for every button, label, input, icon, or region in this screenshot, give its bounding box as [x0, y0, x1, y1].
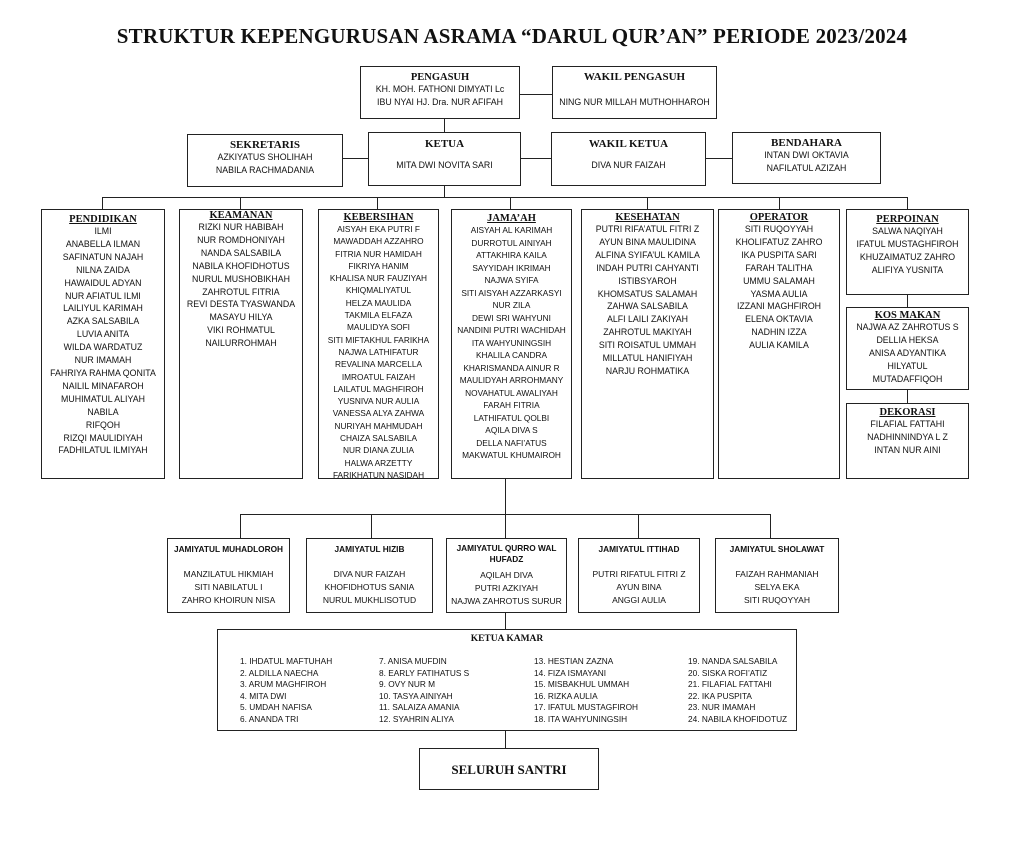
division-kesehatan — [581, 209, 714, 479]
division-label: KEBERSIHAN — [343, 212, 414, 223]
dekorasi-name: FILAFIAL FATTAHI — [870, 419, 945, 429]
kos-makan-name: ANISA ADYANTIKA — [868, 347, 947, 358]
ketua-kamar-item: 9. OVY NUR M — [379, 679, 436, 690]
division-member-name: NAILIL MINAFAROH — [62, 380, 144, 391]
kos-makan-name: DELLIA HEKSA — [876, 334, 939, 345]
division-member-name: HELZA MAULIDA — [345, 297, 412, 308]
ketua-kamar-box — [217, 629, 797, 731]
jamiyatul-name: FAIZAH RAHMANIAH — [735, 569, 819, 579]
dekorasi-name: NADHINNINDYA L Z — [867, 431, 948, 442]
jamiyatul-name: PUTRI RIFATUL FITRI Z — [592, 569, 686, 579]
division-member-name: IZZANI MAGHFIROH — [736, 301, 822, 312]
dekorasi-box — [846, 403, 969, 479]
division-kebersihan — [318, 209, 439, 479]
division-member-name: DURROTUL AINIYAH — [471, 237, 552, 248]
ketua-label: KETUA — [424, 138, 465, 150]
ketua-kamar-item: 4. MITA DWI — [240, 690, 287, 701]
division-member-name: ALFI LAILI ZAKIYAH — [607, 314, 688, 325]
ketua-kamar-item: 3. ARUM MAGHFIROH — [240, 679, 327, 690]
wakil-pengasuh-box — [552, 66, 717, 119]
division-member-name: FITRIA NUR HAMIDAH — [335, 248, 422, 259]
bendahara-name: INTAN DWI OKTAVIA — [764, 150, 849, 160]
division-member-name: MAULIDYA SOFI — [346, 322, 410, 333]
sekretaris-label: SEKRETARIS — [229, 139, 301, 151]
division-member-name: ZAHROTUL MAKIYAH — [603, 327, 692, 338]
kos-makan-box — [846, 307, 969, 390]
seluruh-santri-label: SELURUH SANTRI — [451, 762, 567, 777]
division-member-name: NUR ROMDHONIYAH — [197, 234, 285, 245]
sekretaris-box — [187, 134, 343, 187]
division-member-name: NABILA — [87, 406, 119, 417]
ketua-kamar-column — [240, 656, 332, 726]
ketua-kamar-item: 8. EARLY FATIHATUS S — [379, 667, 470, 678]
division-member-name: FADHILATUL ILMIYAH — [58, 445, 148, 456]
jamiyatul-name: SITI RUQOYYAH — [744, 595, 810, 605]
division-member-name: CHAIZA SALSABILA — [339, 433, 417, 444]
bendahara-name: NAFILATUL AZIZAH — [766, 162, 847, 173]
division-member-name: ELENA OKTAVIA — [745, 314, 813, 325]
kos-makan-name: HILYATUL — [887, 360, 928, 371]
division-member-name: KHALILA CANDRA — [475, 350, 547, 360]
ketua-kamar-column — [534, 656, 638, 726]
connector-pengasuh-wakil — [519, 94, 552, 95]
pengasuh-name: KH. MOH. FATHONI DIMYATI Lc — [375, 84, 505, 94]
division-member-name: ISTIBSYAROH — [618, 275, 677, 286]
ketua-kamar-item: 14. FIZA ISMAYANI — [534, 667, 607, 678]
division-member-name: FARAH FITRIA — [483, 400, 540, 410]
connector-div-operator — [779, 197, 780, 209]
perpoinan-box — [846, 209, 969, 295]
connector-divisions-bar — [102, 197, 908, 198]
connector-wakil-bendahara — [706, 158, 732, 159]
jamiyatul-label: JAMIYATUL SHOLAWAT — [729, 544, 825, 554]
jamiyatul-name: AQILAH DIVA — [480, 570, 533, 580]
division-member-name: FIKRIYA HANIM — [348, 260, 409, 271]
division-member-name: MASAYU HILYA — [209, 312, 273, 323]
division-member-name: SITI AISYAH AZZARKASYI — [461, 287, 562, 298]
jamiyatul-name: KHOFIDHOTUS SANIA — [324, 582, 415, 592]
kos-makan-name: NAJWA AZ ZAHROTUS S — [856, 322, 959, 332]
connector-jam-kamar — [505, 613, 506, 629]
connector-jam-3 — [505, 514, 506, 538]
jamiyatul-name: MANZILATUL HIKMIAH — [183, 569, 274, 579]
connector-perpoinan-kos — [907, 295, 908, 307]
division-member-name: NILNA ZAIDA — [76, 264, 130, 275]
division-member-name: MAWADDAH AZZAHRO — [333, 236, 424, 247]
division-member-name: NABILA KHOFIDHOTUS — [192, 260, 290, 271]
ketua-kamar-item: 11. SALAIZA AMANIA — [379, 702, 460, 713]
ketua-kamar-item: 16. RIZKA AULIA — [534, 690, 598, 701]
ketua-name: MITA DWI NOVITA SARI — [396, 160, 493, 170]
division-member-name: MUHIMATUL ALIYAH — [61, 393, 145, 404]
division-member-name: NAILURROHMAH — [205, 338, 277, 349]
pengasuh-box — [360, 66, 520, 119]
division-jamaah — [451, 209, 572, 479]
division-member-name: MAKWATUL KHUMAIROH — [462, 450, 561, 460]
connector-div-kesehatan — [647, 197, 648, 209]
division-member-name: FARAH TALITHA — [745, 262, 813, 273]
division-member-name: NAJWA SYIFA — [484, 275, 539, 285]
connector-div-perpoinan — [907, 197, 908, 209]
division-member-name: NURUL MUSHOBIKHAH — [192, 273, 290, 284]
ketua-kamar-column — [688, 656, 787, 726]
wakil-pengasuh-label: WAKIL PENGASUH — [583, 71, 686, 83]
ketua-box — [368, 132, 521, 186]
division-member-name: RIZQI MAULIDIYAH — [63, 432, 143, 443]
perpoinan-name: SALWA NAQIYAH — [872, 226, 943, 236]
jamiyatul-name: ANGGI AULIA — [612, 595, 666, 605]
division-member-name: ANABELLA ILMAN — [65, 238, 141, 249]
division-member-name: HAWAIDUL ADYAN — [64, 277, 142, 288]
division-member-name: ILMI — [94, 226, 112, 236]
division-member-name: NAJWA LATHIFATUR — [338, 346, 419, 357]
division-label: KESEHATAN — [615, 212, 680, 223]
jamiyatul-name: SELYA EKA — [754, 582, 800, 592]
division-member-name: NURIYAH MAHMUDAH — [334, 420, 423, 431]
jamiyatul-label: JAMIYATUL ITTIHAD — [598, 544, 680, 554]
perpoinan-name: ALIFIYA YUSNITA — [871, 264, 944, 275]
division-member-name: LAILIYUL KARIMAH — [63, 303, 143, 314]
wakil-ketua-box — [551, 132, 706, 186]
connector-jam-2 — [371, 514, 372, 538]
connector-ketua-wakil — [521, 158, 551, 159]
kos-makan-name: MUTADAFFIQOH — [872, 373, 943, 384]
division-member-name: RIFQOH — [85, 419, 121, 430]
bendahara-box — [732, 132, 881, 184]
division-member-name: REVALINA MARCELLA — [335, 359, 422, 370]
division-member-name: TAKMILA ELFAZA — [344, 310, 413, 321]
jamiyatul-hizib-box — [306, 538, 433, 613]
jamiyatul-label: JAMIYATUL HIZIB — [334, 544, 405, 554]
division-member-name: NANDINI PUTRI WACHIDAH — [457, 325, 566, 335]
division-operator — [718, 209, 840, 479]
division-member-name: KHOMSATUS SALAMAH — [597, 288, 698, 299]
dekorasi-name: INTAN NUR AINI — [874, 444, 941, 455]
division-member-name: AZKA SALSABILA — [66, 316, 140, 327]
ketua-kamar-item: 7. ANISA MUFDIN — [379, 656, 447, 666]
wakil-ketua-label: WAKIL KETUA — [588, 138, 669, 150]
division-member-name: LATHIFATUL QOLBI — [473, 412, 550, 423]
division-keamanan — [179, 209, 303, 479]
division-member-name: AYUN BINA MAULIDINA — [599, 236, 696, 247]
division-member-name: FARIKHATUN NASIDAH — [332, 469, 425, 480]
division-label: PENDIDIKAN — [69, 214, 137, 225]
pengasuh-name: IBU NYAI HJ. Dra. NUR AFIFAH — [377, 96, 503, 107]
ketua-kamar-item: 22. IKA PUSPITA — [688, 690, 752, 701]
jamiyatul-name: AYUN BINA — [616, 582, 662, 592]
division-member-name: YASMA AULIA — [750, 288, 808, 299]
division-member-name: KHARISMANDA AINUR R — [463, 362, 560, 373]
division-member-name: SITI RUQOYYAH — [744, 224, 814, 234]
ketua-kamar-item: 13. HESTIAN ZAZNA — [534, 656, 614, 666]
ketua-kamar-item: 23. NUR IMAMAH — [688, 702, 756, 713]
connector-jam-4 — [638, 514, 639, 538]
seluruh-santri-box — [419, 748, 599, 790]
division-member-name: AULIA KAMILA — [749, 340, 809, 351]
division-member-name: ZAHWA SALSABILA — [607, 301, 688, 312]
division-member-name: YUSNIVA NUR AULIA — [337, 396, 420, 407]
ketua-kamar-item: 12. SYAHRIN ALIYA — [379, 713, 454, 724]
division-member-name: IKA PUSPITA SARI — [741, 249, 817, 260]
division-member-name: INDAH PUTRI CAHYANTI — [596, 262, 699, 273]
division-member-name: WILDA WARDATUZ — [63, 342, 143, 353]
jamiyatul-name: PUTRI AZKIYAH — [474, 583, 539, 593]
jamiyatul-label: JAMIYATUL MUHADLOROH — [173, 544, 284, 554]
ketua-kamar-item: 20. SISKA ROFI’ATIZ — [688, 667, 768, 678]
ketua-kamar-item: 1. IHDATUL MAFTUHAH — [240, 656, 333, 666]
division-member-name: IMROATUL FAIZAH — [341, 371, 416, 382]
connector-kamar-santri — [505, 731, 506, 748]
ketua-kamar-item: 5. UMDAH NAFISA — [240, 702, 312, 713]
ketua-kamar-item: 6. ANANDA TRI — [240, 713, 299, 724]
connector-jam-1 — [240, 514, 241, 538]
ketua-kamar-item: 2. ALDILLA NAECHA — [240, 667, 319, 678]
division-member-name: SITI ROISATUL UMMAH — [598, 340, 697, 351]
bendahara-label: BENDAHARA — [771, 137, 842, 149]
division-label: KEAMANAN — [209, 210, 273, 221]
division-label: JAMA’AH — [487, 213, 536, 224]
division-member-name: UMMU SALAMAH — [743, 275, 815, 286]
ketua-kamar-column — [379, 656, 469, 726]
ketua-kamar-item: 15. MISBAKHUL UMMAH — [534, 679, 630, 690]
ketua-kamar-item: 19. NANDA SALSABILA — [688, 656, 778, 666]
jamiyatul-name: DIVA NUR FAIZAH — [333, 569, 406, 579]
division-member-name: LAILATUL MAGHFIROH — [333, 383, 424, 394]
division-member-name: NUR DIANA ZULIA — [343, 445, 414, 456]
division-member-name: SAYYIDAH IKRIMAH — [472, 262, 551, 273]
division-member-name: DEWI SRI WAHYUNI — [472, 312, 551, 323]
division-member-name: AISYAH AL KARIMAH — [470, 225, 553, 235]
division-member-name: NUR IMAMAH — [74, 355, 132, 366]
jamiyatul-muhadloroh-box — [167, 538, 290, 613]
division-member-name: ALFINA SYIFA’UL KAMILA — [595, 249, 700, 260]
connector-div-keamanan — [240, 197, 241, 209]
wakil-pengasuh-name: NING NUR MILLAH MUTHOHHAROH — [559, 97, 710, 107]
kos-makan-label: KOS MAKAN — [874, 310, 941, 321]
connector-sekretaris-ketua — [343, 158, 368, 159]
connector-jamaah-down — [505, 479, 506, 514]
division-member-name: SITI MIFTAKHUL FARIKHA — [327, 334, 430, 345]
dekorasi-label: DEKORASI — [879, 407, 936, 418]
connector-jam-5 — [770, 514, 771, 538]
division-member-name: REVI DESTA TYASWANDA — [186, 299, 296, 310]
ketua-kamar-label: KETUA KAMAR — [470, 634, 544, 644]
connector-div-kebersihan — [377, 197, 378, 209]
pengasuh-label: PENGASUH — [410, 72, 470, 83]
perpoinan-label: PERPOINAN — [876, 214, 939, 225]
division-member-name: MILLATUL HANIFIYAH — [602, 353, 693, 364]
division-member-name: ATTAKHIRA KAILA — [476, 250, 547, 260]
ketua-kamar-item: 18. ITA WAHYUNINGSIH — [534, 713, 628, 724]
jamiyatul-label: JAMIYATUL QURRO WAL HUFADZ — [456, 543, 557, 564]
division-member-name: SAFINATUN NAJAH — [62, 251, 144, 262]
division-member-name: NARJU ROHMATIKA — [605, 365, 690, 376]
division-member-name: VIKI ROHMATUL — [207, 325, 275, 336]
connector-kos-dekorasi — [907, 390, 908, 403]
jamiyatul-name: NAJWA ZAHROTUS SURUR — [451, 596, 562, 606]
page-title: STRUKTUR KEPENGURUSAN ASRAMA “DARUL QUR’AN” PERIODE 2023/2024 — [116, 24, 908, 48]
division-member-name: FAHRIYA RAHMA QONITA — [50, 367, 156, 378]
division-member-name: AQILA DIVA S — [485, 425, 538, 435]
jamiyatul-name: SITI NABILATUL I — [194, 582, 263, 592]
jamiyatul-ittihad-box — [578, 538, 700, 613]
division-member-name: HALWA ARZETTY — [344, 457, 413, 468]
sekretaris-name: NABILA RACHMADANIA — [215, 164, 315, 175]
division-member-name: NOVAHATUL AWALIYAH — [465, 387, 558, 398]
division-member-name: ZAHROTUL FITRIA — [202, 286, 280, 297]
perpoinan-name: KHUZAIMATUZ ZAHRO — [859, 251, 956, 262]
division-member-name: DELLA NAFI’ATUS — [476, 437, 547, 448]
ketua-kamar-item: 17. IFATUL MUSTAGFIROH — [534, 702, 639, 713]
perpoinan-name: IFATUL MUSTAGHFIROH — [856, 238, 959, 249]
division-member-name: NUR ZILA — [492, 300, 531, 310]
jamiyatul-name: ZAHRO KHOIRUN NISA — [181, 595, 276, 605]
jamiyatul-qurro-box — [446, 538, 567, 613]
ketua-kamar-item: 24. NABILA KHOFIDOTUZ — [688, 713, 788, 724]
jamiyatul-sholawat-box — [715, 538, 839, 613]
connector-pengasuh-ketua — [444, 118, 445, 132]
connector-div-pendidikan — [102, 197, 103, 209]
division-label: OPERATOR — [749, 212, 809, 223]
division-member-name: KHALISA NUR FAUZIYAH — [329, 273, 428, 284]
division-member-name: LUVIA ANITA — [76, 329, 130, 340]
division-member-name: NUR AFIATUL ILMI — [65, 290, 141, 301]
division-member-name: KHOLIFATUZ ZAHRO — [735, 236, 823, 247]
division-member-name: AISYAH EKA PUTRI F — [337, 224, 420, 234]
ketua-kamar-item: 10. TASYA AINIYAH — [379, 690, 453, 701]
jamiyatul-name: NURUL MUKHLISOTUD — [322, 595, 417, 605]
division-member-name: NANDA SALSABILA — [200, 247, 282, 258]
division-member-name: RIZKI NUR HABIBAH — [198, 222, 284, 232]
division-member-name: NADHIN IZZA — [751, 327, 807, 338]
division-member-name: KHIQMALIYATUL — [345, 285, 412, 296]
division-pendidikan — [41, 209, 165, 479]
sekretaris-name: AZKIYATUS SHOLIHAH — [217, 152, 313, 162]
ketua-kamar-item: 21. FILAFIAL FATTAHI — [688, 679, 772, 690]
division-member-name: PUTRI RIFA’ATUL FITRI Z — [595, 224, 700, 234]
connector-div-jamaah — [510, 197, 511, 209]
wakil-ketua-name: DIVA NUR FAIZAH — [591, 160, 666, 170]
division-member-name: MAULIDYAH ARROHMANY — [459, 375, 564, 385]
division-member-name: ITA WAHYUNINGSIH — [471, 337, 552, 348]
connector-ketua-down — [444, 186, 445, 197]
division-member-name: VANESSA ALYA ZAHWA — [332, 408, 425, 419]
